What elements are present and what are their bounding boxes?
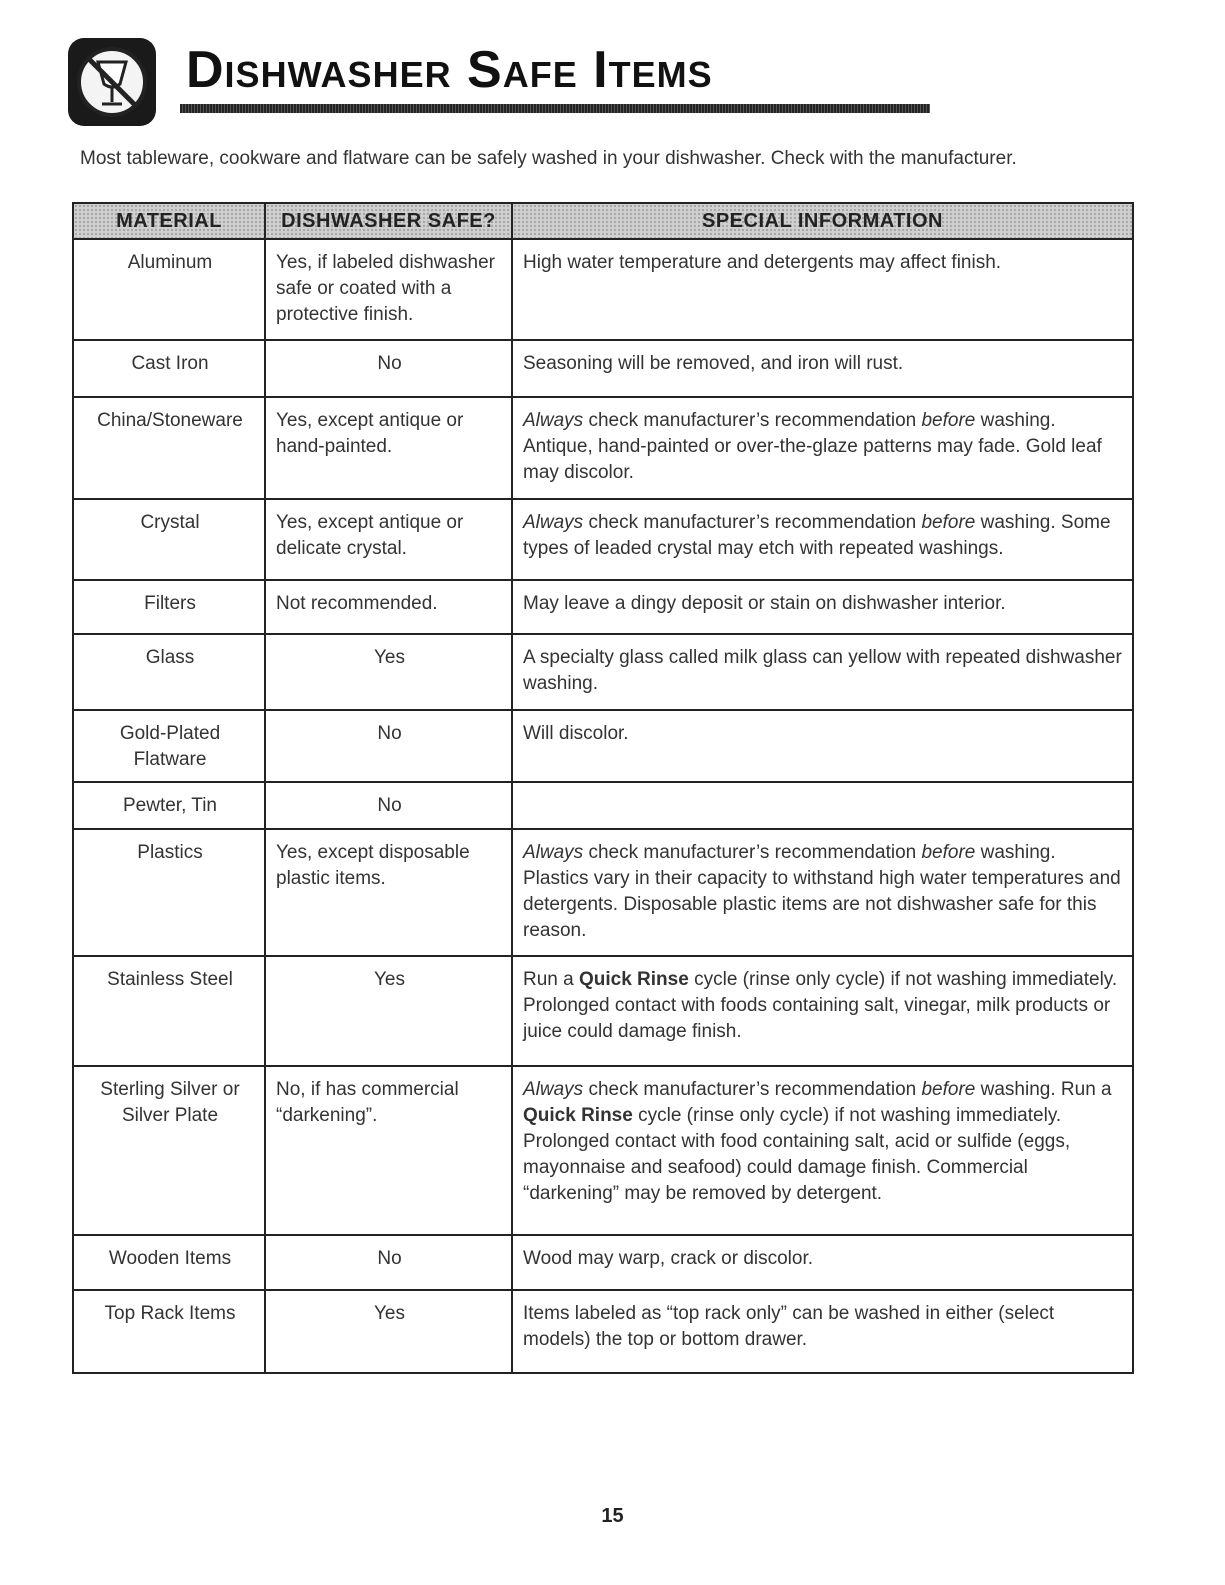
special-information-cell: Seasoning will be removed, and iron will rust. (512, 340, 1133, 397)
dishwasher-safe-cell: Not recommended. (265, 580, 512, 634)
material-cell: Sterling Silver or Silver Plate (73, 1066, 265, 1235)
dishwasher-safe-cell: Yes, except antique or delicate crystal. (265, 499, 512, 580)
table-row (73, 782, 1133, 829)
table-row (73, 499, 1133, 580)
table-row (73, 580, 1133, 634)
special-information-cell: Items labeled as “top rack only” can be washed in either (select models) the top or bottom drawer. (512, 1290, 1133, 1373)
material-cell: Pewter, Tin (73, 782, 265, 829)
column-header-dishwasher-safe: DISHWASHER SAFE? (265, 203, 512, 239)
special-information-cell: Always check manufacturer’s recommendation before washing. Antique, hand-painted or over-the-glaze patterns may fade. Gold leaf may discolor. (512, 397, 1133, 499)
special-information-cell (512, 782, 1133, 829)
table-row (73, 340, 1133, 397)
special-information-cell: May leave a dingy deposit or stain on dishwasher interior. (512, 580, 1133, 634)
table-row (73, 397, 1133, 499)
table-body (73, 239, 1133, 1373)
special-information-cell: High water temperature and detergents may affect finish. (512, 239, 1133, 340)
table-row (73, 956, 1133, 1066)
dishwasher-safe-cell: Yes, if labeled dishwasher safe or coated with a protective finish. (265, 239, 512, 340)
page-number: 15 (601, 1505, 624, 1527)
no-glassware-icon (68, 38, 156, 126)
table-row (73, 239, 1133, 340)
material-cell: Gold-Plated Flatware (73, 710, 265, 782)
material-cell: Glass (73, 634, 265, 710)
column-header-special-information: SPECIAL INFORMATION (512, 203, 1133, 239)
dishwasher-safe-cell: Yes, except antique or hand-painted. (265, 397, 512, 499)
special-information-cell: Wood may warp, crack or discolor. (512, 1235, 1133, 1290)
special-information-cell: Always check manufacturer’s recommendation before washing. Some types of leaded crystal may etch with repeated washings. (512, 499, 1133, 580)
dishwasher-safe-cell: Yes (265, 956, 512, 1066)
dishwasher-safe-table (72, 202, 1134, 1374)
dishwasher-safe-cell: No, if has commercial “darkening”. (265, 1066, 512, 1235)
dishwasher-safe-cell: Yes (265, 634, 512, 710)
dishwasher-safe-cell: Yes, except disposable plastic items. (265, 829, 512, 956)
special-information-cell: Run a Quick Rinse cycle (rinse only cycle) if not washing immediately. Prolonged contact with foods containing salt, vinegar, milk products or juice could damage finish. (512, 956, 1133, 1066)
material-cell: Filters (73, 580, 265, 634)
dishwasher-safe-cell: No (265, 1235, 512, 1290)
table-row (73, 710, 1133, 782)
special-information-cell: A specialty glass called milk glass can yellow with repeated dishwasher washing. (512, 634, 1133, 710)
table-row (73, 1235, 1133, 1290)
page-title: Dishwasher Safe Items (186, 41, 713, 99)
material-cell: China/Stoneware (73, 397, 265, 499)
table-row (73, 634, 1133, 710)
material-cell: Plastics (73, 829, 265, 956)
intro-text: Most tableware, cookware and flatware can be safely washed in your dishwasher. Check with the manufacturer. (80, 148, 1017, 169)
special-information-cell: Will discolor. (512, 710, 1133, 782)
dishwasher-safe-cell: Yes (265, 1290, 512, 1373)
column-header-material: MATERIAL (73, 203, 265, 239)
material-cell: Crystal (73, 499, 265, 580)
material-cell: Cast Iron (73, 340, 265, 397)
special-information-cell: Always check manufacturer’s recommendation before washing. Run a Quick Rinse cycle (rinse only cycle) if not washing immediately. Prolonged contact with food containing salt, acid or sulfide (eggs, mayonnaise and seafood) could damage finish. Commercial “darkening” may be removed by detergent. (512, 1066, 1133, 1235)
table-row (73, 829, 1133, 956)
dishwasher-safe-cell: No (265, 340, 512, 397)
title-underline (180, 104, 930, 113)
special-information-cell: Always check manufacturer’s recommendation before washing. Plastics vary in their capacity to withstand high water temperatures and detergents. Disposable plastic items are not dishwasher safe for this reason. (512, 829, 1133, 956)
material-cell: Top Rack Items (73, 1290, 265, 1373)
table-row (73, 1290, 1133, 1373)
table-row (73, 1066, 1133, 1235)
dishwasher-safe-cell: No (265, 782, 512, 829)
dishwasher-safe-cell: No (265, 710, 512, 782)
material-cell: Stainless Steel (73, 956, 265, 1066)
material-cell: Aluminum (73, 239, 265, 340)
page-header (68, 30, 1068, 120)
table-header-row (73, 203, 1133, 239)
material-cell: Wooden Items (73, 1235, 265, 1290)
